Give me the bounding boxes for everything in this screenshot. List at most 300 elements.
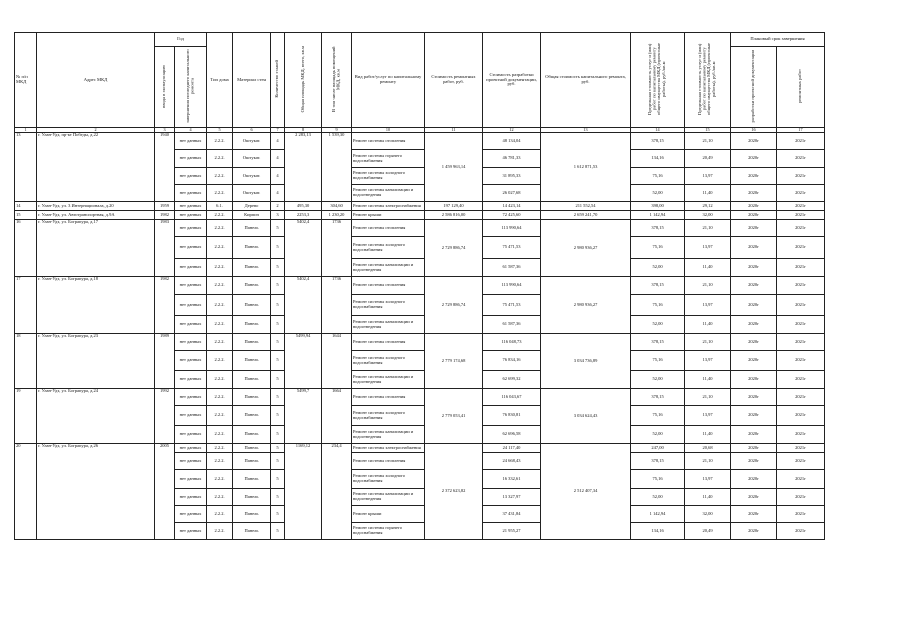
- table-cell: 11,40: [685, 185, 731, 202]
- header-plan-design: разработки проектной документации: [750, 49, 756, 123]
- column-index-cell: 13: [541, 127, 631, 132]
- table-cell: 21,10: [685, 277, 731, 295]
- table-cell: Ремонт системы отопления: [352, 277, 425, 295]
- table-cell: Панель: [233, 220, 271, 237]
- table-cell: 5: [271, 406, 285, 426]
- table-cell: 19: [15, 389, 37, 444]
- table-cell: Ремонт системы электроснабжения: [352, 202, 425, 211]
- table-cell: 5: [271, 334, 285, 351]
- table-row: [15, 334, 825, 351]
- table-cell: 2 659 241,70: [541, 211, 631, 220]
- column-index-cell: 4: [175, 127, 207, 132]
- table-cell: 2020г: [731, 389, 777, 406]
- table-cell: 378,15: [631, 133, 685, 150]
- table-cell: г. Улан-Удэ, ул. Бограпура, д.24: [37, 389, 155, 444]
- table-cell: 75 471,53: [483, 295, 541, 316]
- table-cell: 75,16: [631, 406, 685, 426]
- table-cell: Панель: [233, 489, 271, 506]
- table-cell: нет данных: [175, 506, 207, 523]
- header-design-cost: Стоимость разработки проектной документации, руб.: [483, 33, 541, 128]
- repair-program-sheet: [14, 32, 825, 540]
- table-cell: 2021г: [777, 168, 825, 185]
- table-cell: 5: [271, 277, 285, 295]
- table-cell: 52,00: [631, 489, 685, 506]
- table-cell: 2020г: [731, 277, 777, 295]
- table-cell: 398,00: [631, 202, 685, 211]
- table-cell: 116 043,67: [483, 389, 541, 406]
- table-cell: 116 048,73: [483, 334, 541, 351]
- table-cell: Панель: [233, 470, 271, 489]
- table-cell: 5: [271, 489, 285, 506]
- table-cell: 1 612 871,53: [541, 133, 631, 202]
- table-cell: 2.2.2.: [207, 295, 233, 316]
- table-row: [15, 202, 825, 211]
- table-cell: Ремонт системы холодного водоснабжения: [352, 351, 425, 371]
- table-cell: 2021г: [777, 426, 825, 444]
- table-cell: Панель: [233, 426, 271, 444]
- table-cell: 6.1.: [207, 202, 233, 211]
- table-cell: Оштукат.: [233, 185, 271, 202]
- table-cell: Ремонт системы канализации и водоотведения: [352, 426, 425, 444]
- table-cell: 1644: [322, 334, 352, 389]
- table-cell: 134,16: [631, 523, 685, 540]
- table-cell: Ремонт системы канализации и водоотведения: [352, 259, 425, 277]
- header-work-type: Вид работ/услуг по капитальному ремонту: [352, 33, 425, 128]
- table-cell: 1736: [322, 277, 352, 334]
- table-cell: 2021г: [777, 351, 825, 371]
- table-cell: нет данных: [175, 295, 207, 316]
- column-index-cell: 2: [37, 127, 155, 132]
- table-cell: 5: [271, 444, 285, 453]
- column-index-cell: 10: [352, 127, 425, 132]
- table-cell: 48 134,04: [483, 133, 541, 150]
- table-cell: Ремонт системы отопления: [352, 220, 425, 237]
- table-row: [15, 220, 825, 237]
- table-cell: 4: [271, 168, 285, 185]
- table-cell: нет данных: [175, 211, 207, 220]
- header-commission-year: ввода в эксплуатацию: [161, 64, 167, 108]
- table-cell: 37 431,84: [483, 506, 541, 523]
- table-cell: 2020г: [731, 168, 777, 185]
- table-cell: 2.2.2.: [207, 185, 233, 202]
- table-cell: нет данных: [175, 406, 207, 426]
- table-cell: 1 142,94: [631, 506, 685, 523]
- table-cell: 46 781,33: [483, 150, 541, 168]
- table-cell: 2: [271, 202, 285, 211]
- table-cell: 20,68: [685, 444, 731, 453]
- header-repair-cost: Стоимость ремонтных работ, руб.: [425, 33, 483, 128]
- header-limit-cost-1: Предельная стоимость услуг и (или) работ по капитальному ремонту общего имущества МКД (проектные работы), руб./кв.м: [647, 43, 667, 115]
- table-cell: 61 587,36: [483, 316, 541, 334]
- table-cell: 2.2.2.: [207, 453, 233, 470]
- table-cell: 5: [271, 426, 285, 444]
- table-cell: Панель: [233, 259, 271, 277]
- table-cell: 13,97: [685, 351, 731, 371]
- table-cell: нет данных: [175, 426, 207, 444]
- table-cell: 18: [15, 334, 37, 389]
- column-index-cell: 7: [271, 127, 285, 132]
- table-cell: 21 955,27: [483, 523, 541, 540]
- table-cell: нет данных: [175, 389, 207, 406]
- table-cell: 2005: [155, 444, 175, 540]
- table-cell: 2253,3: [285, 211, 322, 220]
- table-cell: Панель: [233, 351, 271, 371]
- table-cell: 52,00: [631, 316, 685, 334]
- table-cell: 1982: [155, 211, 175, 220]
- table-cell: Ремонт системы электроснабжения: [352, 444, 425, 453]
- table-cell: 2.2.2.: [207, 523, 233, 540]
- table-cell: 76 830,81: [483, 406, 541, 426]
- column-index-cell: 14: [631, 127, 685, 132]
- column-index-cell: 12: [483, 127, 541, 132]
- table-cell: нет данных: [175, 237, 207, 259]
- table-cell: 21,10: [685, 334, 731, 351]
- table-cell: 5: [271, 470, 285, 489]
- table-cell: г. Улан-Удэ, ул. Бограпура, д.26: [37, 444, 155, 540]
- table-cell: 1940: [155, 133, 175, 202]
- table-cell: 75,16: [631, 295, 685, 316]
- table-cell: 11,40: [685, 426, 731, 444]
- table-cell: 11,40: [685, 371, 731, 389]
- table-cell: 5: [271, 316, 285, 334]
- header-address: Адрес МКД: [37, 33, 155, 128]
- table-cell: 29,12: [685, 202, 731, 211]
- table-cell: 2021г: [777, 371, 825, 389]
- table-cell: 1982: [155, 277, 175, 334]
- table-cell: 20: [15, 444, 37, 540]
- table-cell: 2021г: [777, 133, 825, 150]
- table-cell: 2020г: [731, 406, 777, 426]
- table-cell: 4: [271, 150, 285, 168]
- table-cell: нет данных: [175, 371, 207, 389]
- table-cell: Панель: [233, 523, 271, 540]
- table-cell: нет данных: [175, 444, 207, 453]
- column-index-cell: 5: [207, 127, 233, 132]
- table-cell: 75,16: [631, 470, 685, 489]
- table-cell: нет данных: [175, 351, 207, 371]
- table-cell: 20,49: [685, 150, 731, 168]
- table-cell: 5: [271, 523, 285, 540]
- table-cell: 2.2.2.: [207, 237, 233, 259]
- table-cell: 1959: [155, 202, 175, 211]
- header-house-type: Тип дома: [207, 33, 233, 128]
- table-cell: 11,40: [685, 489, 731, 506]
- table-row: [15, 444, 825, 453]
- table-cell: 2020г: [731, 211, 777, 220]
- header-wall-material: Материал стен: [233, 33, 271, 128]
- repair-table: [14, 32, 825, 540]
- table-row: [15, 133, 825, 150]
- header-mkd-number: № п/п МКД: [15, 33, 37, 128]
- table-cell: 2020г: [731, 202, 777, 211]
- table-cell: Оштукат.: [233, 168, 271, 185]
- table-cell: 5: [271, 259, 285, 277]
- table-cell: 2020г: [731, 316, 777, 334]
- table-cell: 52,00: [631, 426, 685, 444]
- table-cell: 2.2.2.: [207, 211, 233, 220]
- column-index-cell: 11: [425, 127, 483, 132]
- table-cell: 62 699,32: [483, 371, 541, 389]
- table-cell: 75,16: [631, 168, 685, 185]
- header-plan-group: Плановый срок завершения: [731, 33, 825, 47]
- table-cell: нет данных: [175, 334, 207, 351]
- table-cell: Ремонт системы холодного водоснабжения: [352, 470, 425, 489]
- table-cell: 2 283,13: [285, 133, 322, 202]
- table-cell: 378,15: [631, 334, 685, 351]
- table-cell: Ремонт системы холодного водоснабжения: [352, 295, 425, 316]
- table-cell: Ремонт системы отопления: [352, 389, 425, 406]
- table-cell: 2 372 623,82: [425, 444, 483, 540]
- header-last-repair-year: завершения последнего капитального ремонта: [184, 49, 195, 123]
- table-cell: 1 539,30: [322, 133, 352, 202]
- table-cell: 2021г: [777, 202, 825, 211]
- column-index-cell: 3: [155, 127, 175, 132]
- table-cell: 1 142,94: [631, 211, 685, 220]
- table-cell: Ремонт системы канализации и водоотведения: [352, 316, 425, 334]
- table-cell: 11,40: [685, 316, 731, 334]
- table-cell: 2020г: [731, 295, 777, 316]
- table-cell: 2021г: [777, 506, 825, 523]
- table-cell: 13,97: [685, 168, 731, 185]
- column-index-cell: 16: [731, 127, 777, 132]
- table-cell: 2.2.2.: [207, 334, 233, 351]
- table-cell: 17: [15, 277, 37, 334]
- table-cell: нет данных: [175, 489, 207, 506]
- table-cell: 1 230,20: [322, 211, 352, 220]
- table-cell: 31 895,33: [483, 168, 541, 185]
- table-cell: Панель: [233, 237, 271, 259]
- table-cell: 2.2.2.: [207, 406, 233, 426]
- table-cell: 2021г: [777, 277, 825, 295]
- table-cell: 2.2.2.: [207, 277, 233, 295]
- header-year-group: Год: [155, 33, 207, 47]
- table-cell: 26 027,68: [483, 185, 541, 202]
- table-cell: 134,16: [631, 150, 685, 168]
- table-cell: нет данных: [175, 523, 207, 540]
- table-cell: 5: [271, 506, 285, 523]
- table-cell: 197 129,40: [425, 202, 483, 211]
- header-plan-repair: ремонтных работ: [797, 69, 803, 103]
- table-cell: 234,4: [322, 444, 352, 540]
- column-index-cell: 17: [777, 127, 825, 132]
- table-cell: 2021г: [777, 150, 825, 168]
- table-cell: 113 990,64: [483, 220, 541, 237]
- table-cell: 2.2.2.: [207, 426, 233, 444]
- table-cell: 2 779 053,41: [425, 389, 483, 444]
- table-cell: 2 729 886,74: [425, 277, 483, 334]
- table-cell: 5499,7: [285, 389, 322, 444]
- table-cell: Ремонт системы холодного водоснабжения: [352, 237, 425, 259]
- table-cell: 5: [271, 371, 285, 389]
- table-cell: 2.2.2.: [207, 316, 233, 334]
- header-premises-area: В том числе площадь помещений МКД, кв.м: [330, 46, 341, 112]
- table-cell: 2.2.2.: [207, 506, 233, 523]
- table-cell: 52,00: [631, 259, 685, 277]
- table-cell: Ремонт системы канализации и водоотведения: [352, 371, 425, 389]
- table-cell: 13,97: [685, 406, 731, 426]
- column-index-cell: 15: [685, 127, 731, 132]
- header-floors: Количество этажей: [274, 60, 280, 98]
- column-index-cell: 6: [233, 127, 271, 132]
- table-cell: Ремонт системы отопления: [352, 133, 425, 150]
- table-cell: 20,49: [685, 523, 731, 540]
- table-cell: г. Улан-Удэ, ул. 3 Интернационала, д.20: [37, 202, 155, 211]
- table-cell: 2020г: [731, 426, 777, 444]
- table-cell: 13,97: [685, 470, 731, 489]
- table-cell: 13,97: [685, 295, 731, 316]
- table-cell: 2 586 816,00: [425, 211, 483, 220]
- table-cell: 2021г: [777, 211, 825, 220]
- table-cell: 1736: [322, 220, 352, 277]
- table-cell: 2020г: [731, 150, 777, 168]
- table-cell: 2020г: [731, 259, 777, 277]
- table-cell: Ремонт системы отопления: [352, 453, 425, 470]
- table-cell: 2021г: [777, 470, 825, 489]
- table-cell: 2 980 936,27: [541, 277, 631, 334]
- table-cell: 5402,4: [285, 220, 322, 277]
- table-cell: 2020г: [731, 220, 777, 237]
- table-cell: 75 471,53: [483, 237, 541, 259]
- table-cell: Ремонт крыши: [352, 211, 425, 220]
- table-cell: нет данных: [175, 168, 207, 185]
- table-cell: 4: [271, 133, 285, 150]
- table-cell: Панель: [233, 277, 271, 295]
- table-cell: г. Улан-Удэ, ул. Автотранспортная, д.9А: [37, 211, 155, 220]
- table-row: [15, 277, 825, 295]
- table-cell: нет данных: [175, 316, 207, 334]
- column-index-cell: 9: [322, 127, 352, 132]
- table-cell: г. Улан-Удэ, пр-кт Победы, д.22: [37, 133, 155, 202]
- table-cell: 13,97: [685, 237, 731, 259]
- table-cell: 378,15: [631, 220, 685, 237]
- header-total-area: Общая площадь МКД, всего, кв.м: [299, 45, 305, 113]
- table-cell: Оштукат.: [233, 133, 271, 150]
- table-cell: 2021г: [777, 220, 825, 237]
- table-cell: Кирпич: [233, 211, 271, 220]
- table-cell: нет данных: [175, 259, 207, 277]
- table-cell: 5: [271, 295, 285, 316]
- table-cell: 32,00: [685, 506, 731, 523]
- table-cell: 211 552,54: [541, 202, 631, 211]
- table-cell: Ремонт системы канализации и водоотведения: [352, 489, 425, 506]
- header-total-cost: Общая стоимость капитального ремонта, руб.: [541, 33, 631, 128]
- table-cell: 113 990,64: [483, 277, 541, 295]
- column-index-cell: 8: [285, 127, 322, 132]
- table-cell: 378,15: [631, 453, 685, 470]
- table-cell: Панель: [233, 295, 271, 316]
- table-cell: 2 729 886,74: [425, 220, 483, 277]
- table-cell: 2020г: [731, 453, 777, 470]
- table-cell: 72 425,60: [483, 211, 541, 220]
- table-cell: Ремонт системы отопления: [352, 334, 425, 351]
- table-cell: 378,15: [631, 277, 685, 295]
- table-cell: 2021г: [777, 316, 825, 334]
- table-cell: 13 327,97: [483, 489, 541, 506]
- table-cell: 24 668,43: [483, 453, 541, 470]
- table-cell: 2020г: [731, 351, 777, 371]
- table-cell: 2.2.2.: [207, 371, 233, 389]
- table-cell: 21,10: [685, 133, 731, 150]
- table-cell: 2021г: [777, 444, 825, 453]
- table-cell: 2.2.2.: [207, 259, 233, 277]
- table-cell: Панель: [233, 506, 271, 523]
- table-cell: 11,40: [685, 259, 731, 277]
- table-cell: Ремонт крыши: [352, 506, 425, 523]
- table-cell: 62 696,58: [483, 426, 541, 444]
- table-cell: 2020г: [731, 237, 777, 259]
- table-cell: 2021г: [777, 295, 825, 316]
- table-cell: 247,00: [631, 444, 685, 453]
- table-cell: 2.2.2.: [207, 489, 233, 506]
- table-cell: 24 117,40: [483, 444, 541, 453]
- table-cell: 52,00: [631, 185, 685, 202]
- table-cell: 61 587,36: [483, 259, 541, 277]
- table-cell: 5499,94: [285, 334, 322, 389]
- table-cell: 2 512 407,34: [541, 444, 631, 540]
- table-cell: нет данных: [175, 202, 207, 211]
- table-cell: 16: [15, 220, 37, 277]
- table-cell: нет данных: [175, 150, 207, 168]
- table-cell: 21,10: [685, 389, 731, 406]
- table-cell: нет данных: [175, 133, 207, 150]
- table-cell: 2020г: [731, 470, 777, 489]
- table-cell: 2020г: [731, 185, 777, 202]
- table-cell: 15: [15, 211, 37, 220]
- table-cell: 1 459 963,14: [425, 133, 483, 202]
- table-cell: г. Улан-Удэ, ул. Бограпура, д.18: [37, 277, 155, 334]
- table-cell: Ремонт системы холодного водоснабжения: [352, 406, 425, 426]
- table-cell: 2021г: [777, 523, 825, 540]
- table-cell: 3: [271, 211, 285, 220]
- table-cell: Ремонт системы горячего водоснабжения: [352, 150, 425, 168]
- table-cell: 2.2.2.: [207, 470, 233, 489]
- table-cell: 2.2.2.: [207, 220, 233, 237]
- table-cell: Оштукат.: [233, 150, 271, 168]
- table-cell: 14: [15, 202, 37, 211]
- table-cell: нет данных: [175, 453, 207, 470]
- table-cell: Ремонт системы горячего водоснабжения: [352, 523, 425, 540]
- table-cell: 1989: [155, 334, 175, 389]
- table-cell: 75,16: [631, 351, 685, 371]
- table-cell: 5: [271, 237, 285, 259]
- table-cell: 2021г: [777, 334, 825, 351]
- table-cell: 32,00: [685, 211, 731, 220]
- table-cell: 1664: [322, 389, 352, 444]
- table-cell: 2020г: [731, 444, 777, 453]
- table-cell: Дерево: [233, 202, 271, 211]
- column-index-cell: 1: [15, 127, 37, 132]
- header-limit-cost-2: Предельная стоимость услуг и (или) работ по капитальному ремонту общего имущества МКД (проектные работы), руб./кв.м: [697, 43, 717, 115]
- table-cell: 2021г: [777, 185, 825, 202]
- table-cell: Панель: [233, 371, 271, 389]
- table-cell: Панель: [233, 406, 271, 426]
- table-cell: 2.2.2.: [207, 389, 233, 406]
- table-cell: 2021г: [777, 389, 825, 406]
- table-cell: 14 423,14: [483, 202, 541, 211]
- table-cell: 2020г: [731, 371, 777, 389]
- table-cell: 378,15: [631, 389, 685, 406]
- table-cell: 3 034 736,89: [541, 334, 631, 389]
- table-cell: нет данных: [175, 470, 207, 489]
- table-cell: 21,10: [685, 453, 731, 470]
- table-cell: Ремонт системы канализации и водоотведения: [352, 185, 425, 202]
- table-cell: 5: [271, 220, 285, 237]
- table-row: [15, 389, 825, 406]
- table-cell: 5: [271, 351, 285, 371]
- table-cell: 2.2.2.: [207, 150, 233, 168]
- table-row: [15, 211, 825, 220]
- table-cell: 495,30: [285, 202, 322, 211]
